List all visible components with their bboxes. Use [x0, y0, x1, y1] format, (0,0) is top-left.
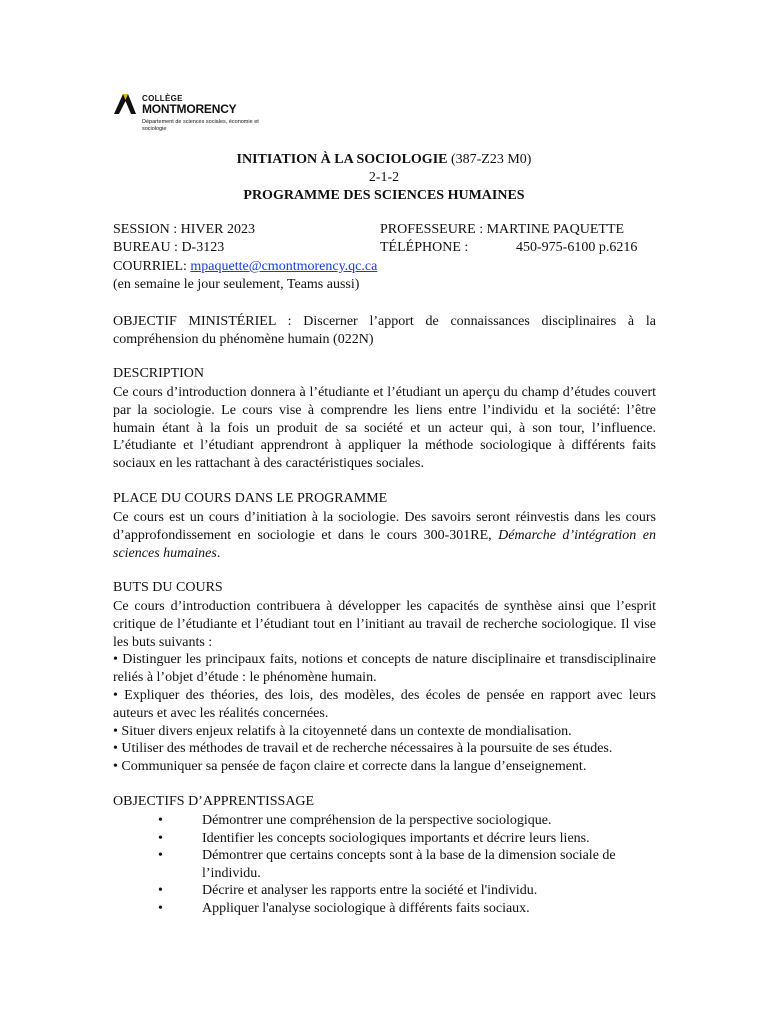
ministerial-objective: [113, 313, 656, 349]
phone-number: 450-975-6100 p.6216: [516, 240, 638, 255]
office-text: BUREAU : D-3123: [113, 240, 225, 255]
email-label: COURRIEL:: [113, 259, 187, 274]
course-hours: 2-1-2: [368, 170, 400, 185]
goals-heading: BUTS DU COURS: [113, 580, 223, 595]
professor-text: PROFESSEURE : MARTINE PAQUETTE: [380, 222, 625, 237]
goal-item-4: • Utiliser des méthodes de travail et de recherche nécessaires à la poursuite de ses études.: [113, 741, 613, 757]
learning-item-4: Décrire et analyser les rapports entre la société et l'individu.: [202, 883, 538, 898]
description-heading: DESCRIPTION: [113, 366, 205, 381]
bullet-icon: •: [158, 848, 163, 863]
learning-heading: OBJECTIFS D’APPRENTISSAGE: [113, 794, 315, 809]
program-title: PROGRAMME DES SCIENCES HUMAINES: [243, 188, 525, 203]
email-link[interactable]: mpaquette@cmontmorency.qc.ca: [190, 259, 378, 274]
place-heading: PLACE DU COURS DANS LE PROGRAMME: [113, 491, 388, 506]
learning-item-2: Identifier les concepts sociologiques importants et décrire leurs liens.: [202, 830, 590, 846]
college-logo: [112, 92, 272, 140]
learning-item-1: Démontrer une compréhension de la perspective sociologique.: [202, 813, 552, 828]
course-code: (387-Z23 M0): [450, 152, 532, 167]
description-text: Ce cours d’introduction donnera à l’étudiante et l’étudiant un aperçu du champ d’études couvert par la sociologie. Le cours vise à comprendre les liens entre l’individu et la société: l’être humain étant à la fois un produit de sa société et un acteur qui, à son tour, l’influence. L’étudiante et l’étudiant apprendront à appliquer la méthode sociologique à différents faits sociaux en les rattachant à des caractéristiques sociales.: [113, 385, 656, 472]
course-title: [112, 152, 656, 168]
goal-item-2: • Expliquer des théories, des lois, des modèles, des écoles de pensée en rapport avec leurs auteurs et avec les réalités concernées.: [113, 687, 656, 721]
phone-label: TÉLÉPHONE :: [380, 240, 469, 255]
session-text: SESSION : HIVER 2023: [113, 222, 255, 237]
learning-objectives-list: [113, 812, 656, 917]
list-item: [113, 812, 656, 830]
bullet-icon: •: [158, 900, 163, 916]
list-item: [113, 847, 656, 882]
bullet-icon: •: [158, 830, 163, 846]
logo-department-text: Département de sciences sociales, économie et sociologie: [142, 119, 259, 132]
course-name: INITIATION À LA SOCIOLOGIE: [236, 152, 448, 167]
email-line: [113, 259, 377, 275]
bullet-icon: •: [158, 883, 163, 898]
goals-text: [113, 598, 656, 776]
logo-name-text: MONTMORENCY: [142, 102, 237, 116]
list-item: [113, 900, 656, 918]
list-item: [113, 882, 656, 900]
goal-item-1: • Distinguer les principaux faits, notions et concepts de nature disciplinaire et transdisciplinaire reliés à l’objet d’étude : le phénomène humain.: [113, 652, 656, 686]
goal-item-5: • Communiquer sa pensée de façon claire et correcte dans la langue d’enseignement.: [113, 759, 587, 775]
learning-item-5: Appliquer l'analyse sociologique à différents faits sociaux.: [202, 900, 530, 916]
montmorency-logo-icon: [112, 92, 138, 118]
learning-item-3: Démontrer que certains concepts sont à la base de la dimension sociale de l’individu.: [202, 848, 616, 881]
bullet-icon: •: [158, 813, 163, 828]
goals-intro: Ce cours d’introduction contribuera à développer les capacités de synthèse ainsi que l’esprit critique de l’étudiante et l’étudiant tout en l’initiant au travail de recherche sociologique. Il vise les buts suivants :: [113, 599, 656, 650]
objective-label: OBJECTIF MINISTÉRIEL :: [113, 314, 292, 329]
availability-text: (en semaine le jour seulement, Teams aussi): [113, 277, 360, 292]
list-item: [113, 830, 656, 848]
objective-text: Discerner l’apport de connaissances disciplinaires à la compréhension du phénomène humain (022N): [113, 314, 656, 347]
place-text: [113, 509, 656, 562]
place-body: Ce cours est un cours d’initiation à la sociologie. Des savoirs seront réinvestis dans les cours d’approfondissement en sociologie et dans le cours 300-301RE,: [113, 510, 656, 543]
place-end: .: [216, 545, 221, 561]
goal-item-3: • Situer divers enjeux relatifs à la citoyenneté dans un contexte de mondialisation.: [113, 723, 572, 739]
place-italic: Démarche d’intégration en sciences humaines: [113, 527, 657, 561]
logo-college-text: COLLÈGE: [142, 94, 183, 103]
